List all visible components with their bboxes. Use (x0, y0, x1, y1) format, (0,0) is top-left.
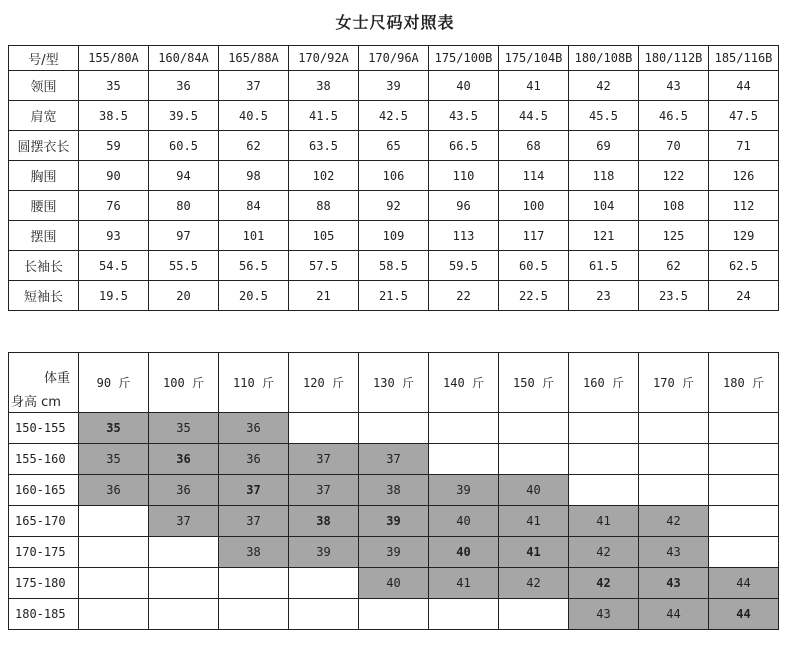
size-row (9, 281, 779, 311)
size-recommend-cell: 39 (429, 475, 499, 506)
size-cell: 129 (709, 221, 779, 251)
size-recommend-cell: 42 (569, 537, 639, 568)
size-recommend-cell (79, 568, 149, 599)
size-header-cell: 175/104B (499, 46, 569, 71)
size-row (9, 131, 779, 161)
size-recommend-cell (149, 537, 219, 568)
size-recommend-cell: 44 (709, 568, 779, 599)
weight-height-table (8, 352, 779, 630)
size-cell: 80 (149, 191, 219, 221)
size-table (8, 45, 779, 311)
weight-header-cell: 90 斤 (79, 353, 149, 413)
size-recommend-cell: 40 (359, 568, 429, 599)
size-cell: 118 (569, 161, 639, 191)
size-cell: 36 (149, 71, 219, 101)
size-cell: 41.5 (289, 101, 359, 131)
size-recommend-cell: 37 (219, 506, 289, 537)
size-recommend-cell: 41 (499, 537, 569, 568)
size-row-label: 肩宽 (9, 101, 79, 131)
height-range-label: 160-165 (9, 475, 79, 506)
size-cell: 76 (79, 191, 149, 221)
weight-header-cell: 170 斤 (639, 353, 709, 413)
size-cell: 69 (569, 131, 639, 161)
size-cell: 59 (79, 131, 149, 161)
size-row (9, 251, 779, 281)
size-cell: 43.5 (429, 101, 499, 131)
size-cell: 20 (149, 281, 219, 311)
height-row (9, 475, 779, 506)
size-recommend-cell (709, 475, 779, 506)
size-cell: 122 (639, 161, 709, 191)
size-recommend-cell (499, 444, 569, 475)
size-row-label: 领围 (9, 71, 79, 101)
size-cell: 65 (359, 131, 429, 161)
size-cell: 44 (709, 71, 779, 101)
weight-header-cell: 120 斤 (289, 353, 359, 413)
size-recommend-cell: 37 (219, 475, 289, 506)
size-recommend-cell: 43 (569, 599, 639, 630)
size-recommend-cell: 42 (569, 568, 639, 599)
size-recommend-cell: 39 (289, 537, 359, 568)
size-cell: 104 (569, 191, 639, 221)
size-recommend-cell (569, 444, 639, 475)
size-cell: 68 (499, 131, 569, 161)
size-cell: 56.5 (219, 251, 289, 281)
size-cell: 42 (569, 71, 639, 101)
size-recommend-cell (639, 475, 709, 506)
size-recommend-cell: 40 (499, 475, 569, 506)
size-cell: 38 (289, 71, 359, 101)
size-cell: 101 (219, 221, 289, 251)
size-header-cell: 180/108B (569, 46, 639, 71)
size-recommend-cell: 43 (639, 568, 709, 599)
size-cell: 61.5 (569, 251, 639, 281)
size-cell: 35 (79, 71, 149, 101)
size-cell: 58.5 (359, 251, 429, 281)
size-recommend-cell (569, 413, 639, 444)
size-recommend-cell (569, 475, 639, 506)
height-row (9, 444, 779, 475)
corner-height-label: 身高 cm (11, 395, 61, 410)
size-header-cell: 160/84A (149, 46, 219, 71)
size-cell: 21.5 (359, 281, 429, 311)
size-cell: 96 (429, 191, 499, 221)
size-recommend-cell: 42 (639, 506, 709, 537)
weight-header-cell: 110 斤 (219, 353, 289, 413)
height-row (9, 537, 779, 568)
size-cell: 98 (219, 161, 289, 191)
size-header-cell: 165/88A (219, 46, 289, 71)
size-recommend-cell (499, 413, 569, 444)
weight-header-row (9, 353, 779, 413)
size-row-label: 胸围 (9, 161, 79, 191)
size-recommend-cell: 43 (639, 537, 709, 568)
size-cell: 117 (499, 221, 569, 251)
size-row-label: 短袖长 (9, 281, 79, 311)
size-cell: 38.5 (79, 101, 149, 131)
size-recommend-cell (219, 568, 289, 599)
size-recommend-cell (79, 506, 149, 537)
size-cell: 43 (639, 71, 709, 101)
size-row (9, 161, 779, 191)
size-recommend-cell: 39 (359, 537, 429, 568)
size-cell: 88 (289, 191, 359, 221)
size-recommend-cell: 42 (499, 568, 569, 599)
weight-header-cell: 130 斤 (359, 353, 429, 413)
size-cell: 54.5 (79, 251, 149, 281)
size-recommend-cell: 35 (149, 413, 219, 444)
height-range-label: 170-175 (9, 537, 79, 568)
size-cell: 55.5 (149, 251, 219, 281)
height-range-label: 180-185 (9, 599, 79, 630)
size-cell: 90 (79, 161, 149, 191)
size-recommend-cell (219, 599, 289, 630)
size-recommend-cell (429, 599, 499, 630)
size-cell: 47.5 (709, 101, 779, 131)
size-recommend-cell: 37 (289, 444, 359, 475)
size-row (9, 71, 779, 101)
size-recommend-cell: 35 (79, 444, 149, 475)
size-cell: 63.5 (289, 131, 359, 161)
size-recommend-cell (79, 599, 149, 630)
size-recommend-cell (359, 599, 429, 630)
height-range-label: 155-160 (9, 444, 79, 475)
size-recommend-cell: 38 (219, 537, 289, 568)
size-recommend-cell: 36 (149, 444, 219, 475)
size-cell: 59.5 (429, 251, 499, 281)
size-cell: 110 (429, 161, 499, 191)
size-recommend-cell (149, 599, 219, 630)
weight-header-cell: 150 斤 (499, 353, 569, 413)
size-cell: 102 (289, 161, 359, 191)
size-cell: 84 (219, 191, 289, 221)
size-cell: 22 (429, 281, 499, 311)
size-recommend-cell (429, 413, 499, 444)
size-header-cell: 170/96A (359, 46, 429, 71)
size-row (9, 221, 779, 251)
size-recommend-cell: 41 (429, 568, 499, 599)
size-row (9, 101, 779, 131)
weight-header-cell: 180 斤 (709, 353, 779, 413)
size-row (9, 191, 779, 221)
size-cell: 113 (429, 221, 499, 251)
size-recommend-cell: 37 (289, 475, 359, 506)
size-recommend-cell (709, 413, 779, 444)
size-header-cell: 170/92A (289, 46, 359, 71)
size-recommend-cell (709, 537, 779, 568)
size-recommend-cell (359, 413, 429, 444)
size-cell: 23.5 (639, 281, 709, 311)
size-recommend-cell (709, 444, 779, 475)
size-cell: 44.5 (499, 101, 569, 131)
size-recommend-cell: 44 (639, 599, 709, 630)
size-recommend-cell: 36 (149, 475, 219, 506)
size-recommend-cell (149, 568, 219, 599)
size-recommend-cell: 38 (289, 506, 359, 537)
size-header-cell: 180/112B (639, 46, 709, 71)
corner-cell (9, 353, 79, 413)
weight-header-cell: 160 斤 (569, 353, 639, 413)
size-recommend-cell: 39 (359, 506, 429, 537)
size-recommend-cell: 37 (359, 444, 429, 475)
size-cell: 70 (639, 131, 709, 161)
size-cell: 41 (499, 71, 569, 101)
size-row-label: 腰围 (9, 191, 79, 221)
size-cell: 105 (289, 221, 359, 251)
size-recommend-cell (289, 599, 359, 630)
size-recommend-cell (289, 413, 359, 444)
size-recommend-cell: 38 (359, 475, 429, 506)
size-recommend-cell (639, 444, 709, 475)
page-title: 女士尺码对照表 (335, 13, 455, 32)
corner-weight-label: 体重 (43, 371, 70, 386)
size-recommend-cell: 40 (429, 537, 499, 568)
size-cell: 114 (499, 161, 569, 191)
size-cell: 97 (149, 221, 219, 251)
size-cell: 21 (289, 281, 359, 311)
size-header-cell: 175/100B (429, 46, 499, 71)
size-header-row (9, 46, 779, 71)
size-cell: 71 (709, 131, 779, 161)
size-cell: 125 (639, 221, 709, 251)
size-recommend-cell: 40 (429, 506, 499, 537)
size-cell: 93 (79, 221, 149, 251)
size-cell: 108 (639, 191, 709, 221)
size-cell: 100 (499, 191, 569, 221)
size-cell: 126 (709, 161, 779, 191)
size-cell: 60.5 (499, 251, 569, 281)
size-row-label: 摆围 (9, 221, 79, 251)
size-cell: 57.5 (289, 251, 359, 281)
size-header-cell: 185/116B (709, 46, 779, 71)
size-row-label: 圆摆衣长 (9, 131, 79, 161)
size-recommend-cell: 35 (79, 413, 149, 444)
size-cell: 19.5 (79, 281, 149, 311)
size-cell: 37 (219, 71, 289, 101)
size-cell: 109 (359, 221, 429, 251)
size-cell: 60.5 (149, 131, 219, 161)
size-cell: 92 (359, 191, 429, 221)
height-range-label: 175-180 (9, 568, 79, 599)
height-range-label: 165-170 (9, 506, 79, 537)
size-cell: 40 (429, 71, 499, 101)
size-cell: 62 (639, 251, 709, 281)
size-cell: 20.5 (219, 281, 289, 311)
size-recommend-cell (289, 568, 359, 599)
size-cell: 62.5 (709, 251, 779, 281)
size-cell: 106 (359, 161, 429, 191)
size-recommend-cell (79, 537, 149, 568)
size-cell: 24 (709, 281, 779, 311)
size-cell: 45.5 (569, 101, 639, 131)
size-recommend-cell: 41 (499, 506, 569, 537)
weight-header-cell: 100 斤 (149, 353, 219, 413)
size-cell: 39 (359, 71, 429, 101)
size-header-cell: 155/80A (79, 46, 149, 71)
height-row (9, 599, 779, 630)
size-cell: 40.5 (219, 101, 289, 131)
weight-header-cell: 140 斤 (429, 353, 499, 413)
size-row-label: 长袖长 (9, 251, 79, 281)
height-row (9, 506, 779, 537)
size-cell: 42.5 (359, 101, 429, 131)
size-recommend-cell: 37 (149, 506, 219, 537)
size-cell: 121 (569, 221, 639, 251)
size-cell: 23 (569, 281, 639, 311)
size-cell: 39.5 (149, 101, 219, 131)
size-header-label: 号/型 (9, 46, 79, 71)
size-recommend-cell (639, 413, 709, 444)
height-range-label: 150-155 (9, 413, 79, 444)
size-recommend-cell: 36 (79, 475, 149, 506)
size-recommend-cell: 36 (219, 413, 289, 444)
size-cell: 94 (149, 161, 219, 191)
size-recommend-cell: 41 (569, 506, 639, 537)
size-cell: 62 (219, 131, 289, 161)
size-cell: 112 (709, 191, 779, 221)
size-recommend-cell: 36 (219, 444, 289, 475)
height-row (9, 413, 779, 444)
size-recommend-cell (429, 444, 499, 475)
height-row (9, 568, 779, 599)
size-recommend-cell (499, 599, 569, 630)
size-recommend-cell (709, 506, 779, 537)
size-cell: 66.5 (429, 131, 499, 161)
size-cell: 22.5 (499, 281, 569, 311)
size-recommend-cell: 44 (709, 599, 779, 630)
size-cell: 46.5 (639, 101, 709, 131)
